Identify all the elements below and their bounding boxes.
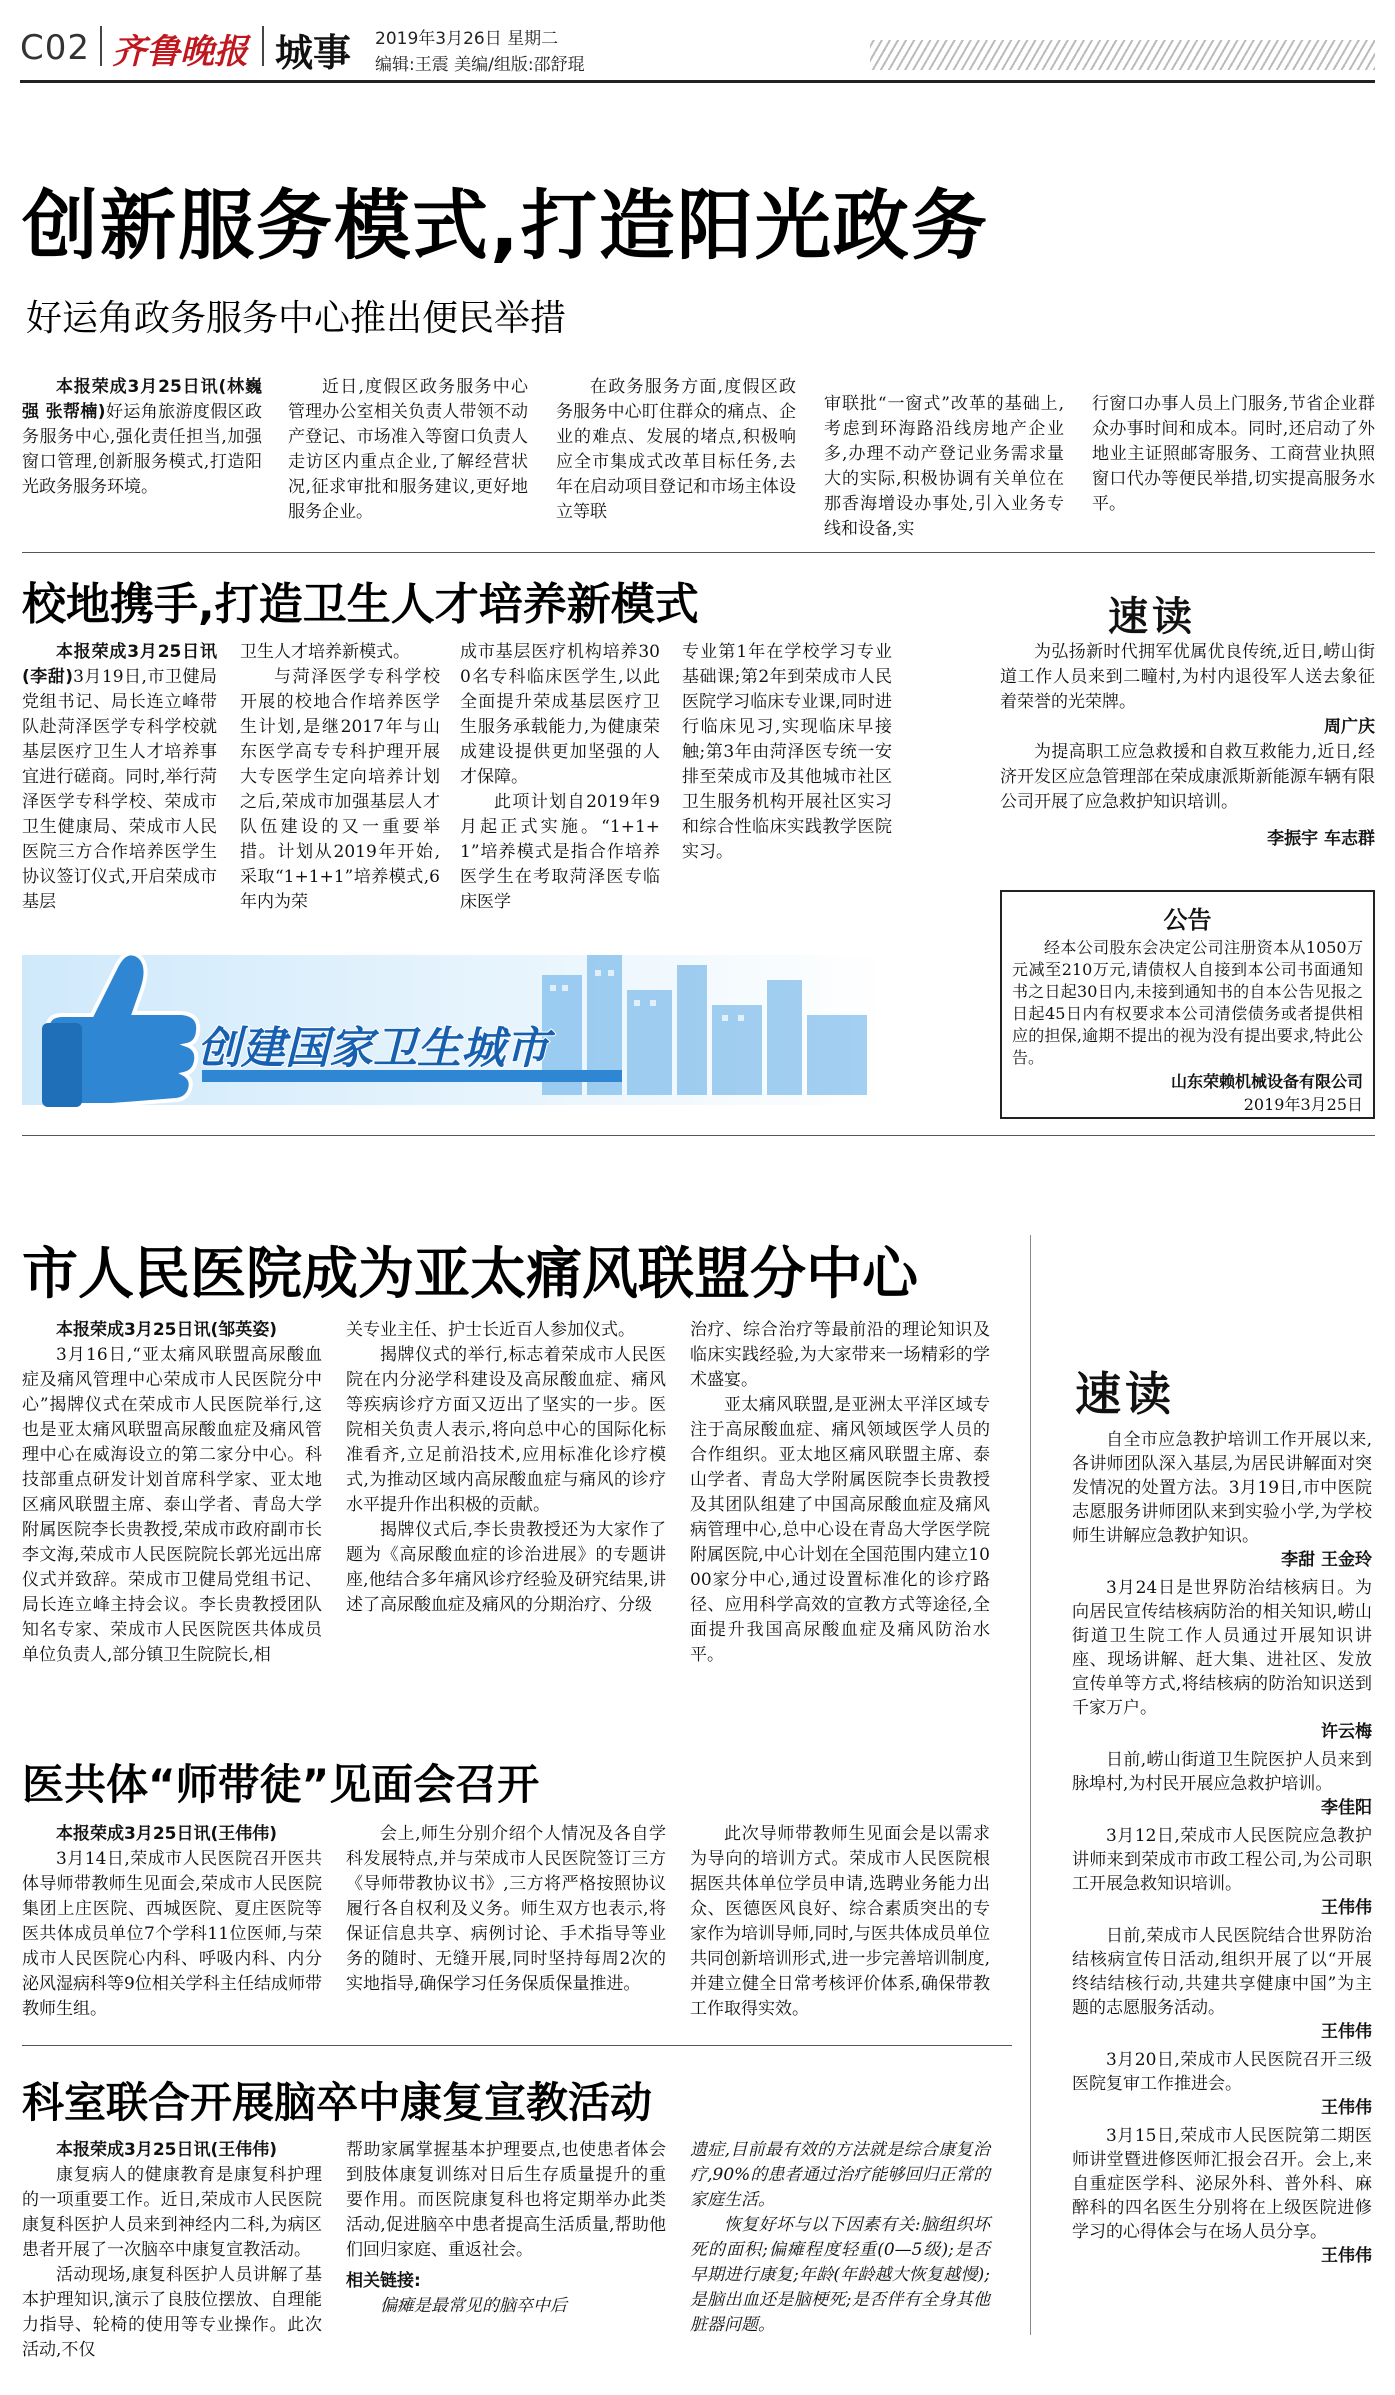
article4-title: 医共体“师带徒”见面会召开 [22,1760,540,1809]
article1-col1: 本报荣成3月25日讯(林巍强 张帮楠)好运角旅游度假区政务服务中心,强化责任担当,加强窗口管理,创新服务模式,打造阳光政务服务环境。 [22,377,262,497]
issue-date: 2019年3月26日 星期二 [375,29,559,49]
related-link-label: 相关链接: [346,2271,421,2291]
sudu2-author: 王伟伟 [1321,2022,1372,2042]
article2-col1: 本报荣成3月25日讯(李甜)3月19日,市卫健局党组书记、局长连立峰带队赴菏泽医学专科学校就基层医疗卫生人才培养事宜进行磋商。同时,举行菏泽医学专科学校、荣成市卫生健康局、荣成市人民医院三方合作培养医学生协议签订仪式,开启荣成市基层 [22,642,217,912]
sudu2-author: 王伟伟 [1321,2098,1372,2118]
article1-col5: 行窗口办事人员上门服务,节省企业群众办事时间和成本。同时,还启动了外地业主证照邮寄服务、工商营业执照窗口代办等便民举措,切实提高服务水平。 [1092,394,1375,514]
article4-col3: 此次导师带教师生见面会是以需求为导向的培训方式。荣成市人民医院根据医共体单位学员申请,选聘业务能力出众、医德医风良好、综合素质突出的专家作为培训导师,同时,与医共体成员单位共同创新培训形式,进一步完善培训制度,并建立健全日常考核评价体系,确保带教工作取得实效。 [690,1824,990,2019]
sudu2-author: 李佳阳 [1321,1798,1372,1818]
article5-col1: 本报荣成3月25日讯(王伟伟) 康复病人的健康教育是康复科护理的一项重要工作。近日,荣成市人民医院康复科医护人员来到神经内二科,为病区患者开展了一次脑卒中康复宣教活动。 活动现场,康复科医护人员讲解了基本护理知识,演示了良肢位摆放、自理能力指导、轮椅的使用等专业操作。此次活动,不仅 [22,2140,322,2360]
sudu1-item: 为提高职工应急救援和自救互救能力,近日,经济开发区应急管理部在荣成康派斯新能源车辆有限公司开展了应急救护知识培训。 [1000,742,1375,812]
health-city-banner [22,935,887,1115]
article2-col4: 专业第1年在学校学习专业基础课;第2年到荣成市人民医院学习临床专业课,同时进行临床见习,实现临床早接触;第3年由菏泽医专统一安排至荣成市及其他城市社区卫生服务机构开展社区实习和综合性临床实践教学医院实习。 [682,642,892,862]
article3-lead: 本报荣成3月25日讯(邹英姿) [56,1320,278,1340]
sudu2-author: 许云梅 [1321,1722,1372,1742]
article5-col3: 遗症,目前最有效的方法就是综合康复治疗,90%的患者通过治疗能够回归正常的家庭生活。 恢复好坏与以下因素有关:脑组织坏死的面积;偏瘫程度轻重(0—5级);是否早期进行康复;年龄(年龄越大恢复越慢);是脑出血还是脑梗死;是否伴有全身其他脏器问题。 [690,2140,990,2335]
section-rule [22,1135,1375,1136]
section-rule [22,552,1375,553]
article2-col2: 卫生人才培养新模式。 与菏泽医学专科学校开展的校地合作培养医学生计划,是继2017年与山东医学高专专科护理开展大专医学生定向培养计划之后,荣成市加强基层人才队伍建设的又一重要举措。计划从2019年开始,采取“1+1+1”培养模式,6年内为荣 [240,642,440,912]
notice-date: 2019年3月25日 [1243,1095,1363,1114]
header-divider [100,26,102,66]
sudu2-item: 3月15日,荣成市人民医院第二期医师讲堂暨进修医师汇报会召开。会上,来自重症医学科、泌尿外科、普外科、麻醉科的四名医生分别将在上级医院进修学习的心得体会与在场人员分享。 [1072,2126,1372,2242]
sudu1-author: 周广庆 [1324,717,1375,737]
editor-credits: 编辑:王震 美编/组版:邵舒琨 [375,55,585,75]
notice-body: 经本公司股东会决定公司注册资本从1050万元减至210万元,请债权人自接到本公司书面通知书之日起30日内,未接到通知书的自本公告见报之日起45日内有权要求本公司清偿债务或者提供相应的担保,逾期不提出的视为没有提出要求,特此公告。 [1012,938,1363,1067]
header-divider [262,26,264,66]
article1-title: 创新服务模式,打造阳光政务 [22,181,989,270]
article5-col2: 帮助家属掌握基本护理要点,也使患者体会到肢体康复训练对日后生存质量提升的重要作用。而医院康复科也将定期举办此类活动,促进脑卒中患者提高生活质量,帮助他们回归家庭、重返社会。 相关链接: 偏瘫是最常见的脑卒中后 [346,2140,666,2316]
notice-title: 公告 [1163,906,1212,934]
sudu2-author: 王伟伟 [1321,1898,1372,1918]
article4-col2: 会上,师生分别介绍个人情况及各自学科发展特点,并与荣成市人民医院签订三方《导师带教协议书》,三方将严格按照协议履行各自权利及义务。师生双方也表示,将保证信息共享、病例讨论、手术指导等业务的随时、无缝开展,同时坚持每周2次的实地指导,确保学习任务保质保量推进。 [346,1824,666,1994]
sudu1-title: 速读 [1108,594,1196,640]
notice-company: 山东荣赖机械设备有限公司 [1170,1072,1363,1091]
article4-lead: 本报荣成3月25日讯(王伟伟) [56,1824,278,1844]
sudu2-item: 日前,崂山街道卫生院医护人员来到脉埠村,为村民开展应急救护培训。 [1072,1750,1372,1794]
article1-col4: 审联批“一窗式”改革的基础上,考虑到环海路沿线房地产企业多,办理不动产登记业务需求量大的实际,积极协调有关单位在那香海增设办事处,引入业务专线和设备,实 [824,394,1064,539]
section-name: 城事 [275,31,352,75]
header-rule [20,80,1375,83]
page-number: C02 [20,28,91,68]
article2-lead: 本报荣成3月25日讯(李甜) [22,642,217,687]
sudu2-items [1072,1428,1372,2268]
article3-title: 市人民医院成为亚太痛风联盟分中心 [22,1242,918,1307]
article5-title: 科室联合开展脑卒中康复宣教活动 [22,2078,653,2127]
article1-subtitle: 好运角政务服务中心推出便民举措 [26,298,567,339]
sudu2-item: 3月12日,荣成市人民医院应急教护讲师来到荣成市市政工程公司,为公司职工开展急救知识培训。 [1072,1826,1372,1894]
sudu1-item: 为弘扬新时代拥军优属优良传统,近日,崂山街道工作人员来到二疃村,为村内退役军人送去象征着荣誉的光荣牌。 [1000,642,1375,712]
article4-col1: 本报荣成3月25日讯(王伟伟) 3月14日,荣成市人民医院召开医共体导师带教师生见面会,荣成市人民医院集团上庄医院、西城医院、夏庄医院等医共体成员单位7个学科11位医师,与荣成市人民医院心内科、呼吸内科、内分泌风湿病科等9位相关学科主任结成师带教师生组。 [22,1824,322,2019]
article2-col3: 成市基层医疗机构培养300名专科临床医学生,以此全面提升荣成基层医疗卫生服务承载能力,为健康荣成建设提供更加坚强的人才保障。 此项计划自2019年9月起正式实施。“1+1+1”培养模式是指合作培养医学生在考取菏泽医专临床医学 [460,642,660,912]
article2-title: 校地携手,打造卫生人才培养新模式 [22,579,699,630]
notice-box [1000,890,1375,1119]
sudu2-item: 3月20日,荣成市人民医院召开三级医院复审工作推进会。 [1072,2050,1372,2094]
sudu2-item: 自全市应急教护培训工作开展以来,各讲师团队深入基层,为居民讲解面对突发情况的处置方法。3月19日,市中医院志愿服务讲师团队来到实验小学,为学校师生讲解应急教护知识。 [1072,1430,1372,1546]
sudu2-item: 日前,荣成市人民医院结合世界防治结核病宣传日活动,组织开展了以“开展终结结核行动,共建共享健康中国”为主题的志愿服务活动。 [1072,1926,1372,2018]
sudu2-author: 李甜 王金玲 [1281,1550,1372,1570]
article3-col1: 本报荣成3月25日讯(邹英姿) 3月16日,“亚太痛风联盟高尿酸血症及痛风管理中心荣成市人民医院分中心”揭牌仪式在荣成市人民医院举行,这也是亚太痛风联盟高尿酸血症及痛风管理中心在威海设立的第二家分中心。科技部重点研发计划首席科学家、亚太地区痛风联盟主席、泰山学者、青岛大学附属医院李长贵教授,荣成市政府副市长李文海,荣成市人民医院院长郭光远出席仪式并致辞。荣成市卫健局党组书记、局长连立峰主持会议。李长贵教授团队知名专家、荣成市人民医院医共体成员单位负责人,部分镇卫生院院长,相 [22,1320,322,1665]
article1-lead: 本报荣成3月25日讯(林巍强 张帮楠) [22,377,262,422]
sudu1-author: 李振宇 车志群 [1267,829,1375,849]
newspaper-logo: 齐鲁晚报 [112,32,248,72]
article1-col3: 在政务服务方面,度假区政务服务中心盯住群众的痛点、企业的难点、发展的堵点,积极响应全市集成式改革目标任务,去年在启动项目登记和市场主体设立等联 [556,377,796,522]
banner-graphic [22,935,887,1115]
article5-lead: 本报荣成3月25日讯(王伟伟) [56,2140,278,2160]
header-decoration [870,40,1375,70]
sudu1-items [1000,640,1375,852]
section-rule [22,2045,1012,2046]
article3-col3: 治疗、综合治疗等最前沿的理论知识及临床实践经验,为大家带来一场精彩的学术盛宴。 亚太痛风联盟,是亚洲太平洋区域专注于高尿酸血症、痛风领域医学人员的合作组织。亚太地区痛风联盟主席、泰山学者、青岛大学附属医院李长贵教授及其团队组建了中国高尿酸血症及痛风病管理中心,总中心设在青岛大学医学院附属医院,中心计划在全国范围内建立1000家分中心,通过设置标准化的诊疗路径、应用科学高效的宣教方式等途径,全面提升我国高尿酸血症及痛风防治水平。 [690,1320,990,1665]
article1-col2: 近日,度假区政务服务中心管理办公室相关负责人带领不动产登记、市场准入等窗口负责人走访区内重点企业,了解经营状况,征求审批和服务建议,更好地服务企业。 [288,377,528,522]
column-divider [1030,1235,1031,2335]
banner-text: 创建国家卫生城市 [197,1023,549,1074]
sudu2-title: 速读 [1075,1367,1175,1421]
sudu2-author: 王伟伟 [1321,2246,1372,2266]
sudu2-item: 3月24日是世界防治结核病日。为向居民宣传结核病防治的相关知识,崂山街道卫生院工作人员通过开展知识讲座、现场讲解、赶大集、进社区、发放宣传单等方式,将结核病的防治知识送到千家万户。 [1072,1578,1372,1718]
article3-col2: 关专业主任、护士长近百人参加仪式。 揭牌仪式的举行,标志着荣成市人民医院在内分泌学科建设及高尿酸血症、痛风等疾病诊疗方面又迈出了坚实的一步。医院相关负责人表示,将向总中心的国际化标准看齐,立足前沿技术,应用标准化诊疗模式,为推动区域内高尿酸血症与痛风的诊疗水平提升作出积极的贡献。 揭牌仪式后,李长贵教授还为大家作了题为《高尿酸血症的诊治进展》的专题讲座,他结合多年痛风诊疗经验及研究结果,讲述了高尿酸血症及痛风的分期治疗、分级 [346,1320,666,1615]
